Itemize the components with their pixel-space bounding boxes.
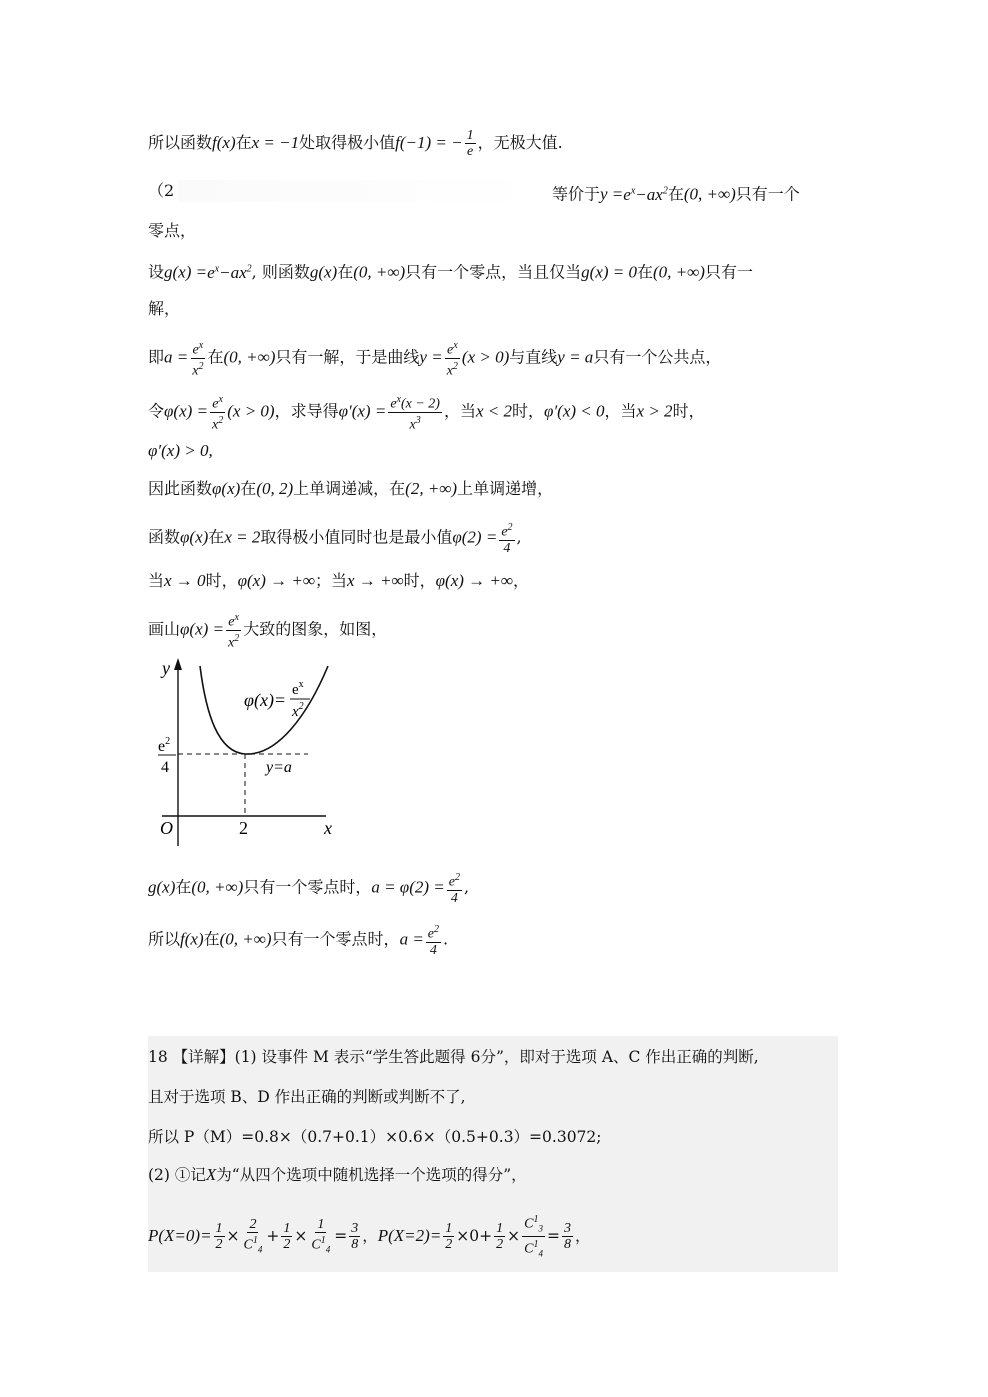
math: φ′(x) > 0, xyxy=(148,441,213,460)
math: x = −1 xyxy=(251,133,300,152)
fraction: $\frac{C^1_3}{C^1_4}$ xyxy=(524,1214,543,1259)
math: φ′(x) = xyxy=(338,401,387,421)
x-axis-label: x xyxy=(324,818,332,838)
math: f(−1) = − xyxy=(395,133,463,152)
text: 大致的图象，如图， xyxy=(243,619,388,639)
text: 在 xyxy=(207,347,224,367)
fraction: $\frac{e^x}{x^2}$ xyxy=(212,394,224,433)
text: ， xyxy=(574,1226,591,1245)
text: （2 xyxy=(148,181,175,200)
fraction: $\frac{1}{2}$ xyxy=(215,1221,223,1253)
text: 令 xyxy=(148,401,165,421)
text: 设 xyxy=(148,262,165,282)
text: × xyxy=(294,1226,308,1245)
math: y = a xyxy=(557,347,594,367)
math: φ′(x) < 0 xyxy=(544,401,605,421)
text: 在 xyxy=(208,527,225,547)
fraction: $\frac{1}{C^1_4}$ xyxy=(311,1216,331,1255)
q18-line-5 xyxy=(148,1212,591,1262)
curve-label: φ(x)= xyxy=(244,690,287,710)
math: (x > 0) xyxy=(461,347,510,367)
text: 只有一个 xyxy=(735,184,800,204)
math: φ(x) xyxy=(180,527,209,547)
text: ， xyxy=(513,571,530,590)
text: 即 xyxy=(148,347,165,367)
line-1 xyxy=(148,128,563,159)
text: × xyxy=(507,1226,521,1245)
line-11 xyxy=(148,570,529,592)
math: g(x) xyxy=(148,877,176,897)
math: (0, +∞) xyxy=(353,262,406,282)
fraction: $\frac{1}{e}$ xyxy=(466,128,474,159)
math: a = xyxy=(399,929,424,949)
text: , xyxy=(463,877,470,897)
text: 在 xyxy=(337,262,354,282)
math: (0, +∞) xyxy=(191,877,244,897)
origin-label: O xyxy=(160,818,173,838)
math: g(x) xyxy=(309,262,338,282)
fraction: $\frac{e^x}{x^2}$ xyxy=(446,340,458,379)
text: 时， xyxy=(512,401,545,421)
text: 在 xyxy=(235,133,252,152)
math: x < 2 xyxy=(476,401,513,421)
y-axis-label: y xyxy=(162,658,170,678)
text: = xyxy=(546,1226,560,1245)
text: , xyxy=(516,527,522,547)
text: 零点， xyxy=(148,221,197,240)
math: $e^x$ xyxy=(207,262,220,282)
math: g(x) = xyxy=(164,262,208,282)
text: 时， xyxy=(205,571,238,590)
text: 处取得极小值 xyxy=(299,133,396,152)
fraction: $\frac{2}{C^1_4}$ xyxy=(243,1216,263,1255)
y-tick-num: $e^2$ xyxy=(158,736,171,755)
fraction: $\frac{e^x}{x^2}$ xyxy=(228,612,240,651)
text: 所以函数 xyxy=(148,133,213,152)
text: , 则函数 xyxy=(251,262,310,282)
text: ，当 xyxy=(443,401,476,421)
math: (0, 2) xyxy=(256,479,294,498)
text: 只有一个零点，当且仅当 xyxy=(405,262,582,282)
text: (2) ①记 xyxy=(148,1166,206,1184)
q18-line-3 xyxy=(148,1126,602,1148)
fraction: $\frac{1}{2}$ xyxy=(283,1221,291,1253)
line-5 xyxy=(148,298,180,320)
text: ， xyxy=(362,1226,378,1245)
math: (0, +∞) xyxy=(223,347,276,367)
fraction: $\frac{3}{8}$ xyxy=(351,1221,359,1253)
line-3 xyxy=(148,220,196,242)
line-13 xyxy=(148,870,469,906)
line-12 xyxy=(148,610,387,650)
line-2b xyxy=(552,180,800,206)
line-4 xyxy=(148,258,753,284)
math: φ(x) → +∞ xyxy=(237,571,315,590)
math: φ(x) = xyxy=(164,401,209,421)
line-6 xyxy=(148,338,721,378)
line-10 xyxy=(148,520,522,556)
text: + xyxy=(266,1226,280,1245)
math: $-ax^2$ xyxy=(219,262,252,282)
curve xyxy=(200,666,328,754)
text: ×0+ xyxy=(456,1226,493,1245)
math: φ(x) → +∞ xyxy=(435,571,513,590)
text: 上单调递减，在 xyxy=(293,479,406,498)
math: g(x) = 0 xyxy=(581,262,637,282)
math: x → +∞ xyxy=(346,571,404,590)
text: 当 xyxy=(148,571,165,590)
fraction: $\frac{1}{2}$ xyxy=(496,1221,504,1253)
math: P(X=2)= xyxy=(377,1225,442,1245)
math: a = φ(2) = xyxy=(371,877,445,897)
q18-line-4 xyxy=(148,1164,527,1186)
line-8 xyxy=(148,440,213,462)
text: 所以 xyxy=(148,929,181,949)
x-tick-label: 2 xyxy=(239,818,248,838)
curve-label-den: $x^2$ xyxy=(292,701,304,720)
q18-line-1 xyxy=(148,1046,759,1068)
redacted-region xyxy=(178,180,538,202)
fraction: $\frac{e^x(x - 2)}{x^3}$ xyxy=(390,394,440,433)
math: φ(x) = xyxy=(180,619,225,639)
y-axis-arrow xyxy=(174,658,182,670)
text: 等价于 xyxy=(552,184,601,204)
text: 与直线 xyxy=(509,347,558,367)
text: ，无极大值. xyxy=(477,133,563,152)
line-14 xyxy=(148,922,448,958)
math: $e^x$ xyxy=(623,184,636,204)
text: ，求导得 xyxy=(274,401,339,421)
math: P(X=0)= xyxy=(148,1225,212,1245)
text: 在 xyxy=(203,929,220,949)
text: 且对于选项 B、D 作出正确的判断或判断不了, xyxy=(148,1088,466,1106)
line-label: y=a xyxy=(266,759,292,776)
fraction: $\frac{3}{8}$ xyxy=(563,1221,571,1253)
text: 函数 xyxy=(148,527,181,547)
line-7 xyxy=(148,392,705,432)
text: 所以 P（M）=0.8×（0.7+0.1）×0.6×（0.5+0.3）=0.3072; xyxy=(148,1128,602,1146)
text: ，当 xyxy=(604,401,637,421)
fraction: $\frac{e^2}{4}$ xyxy=(448,872,460,906)
fraction: $\frac{1}{2}$ xyxy=(445,1221,453,1253)
text: = xyxy=(334,1226,348,1245)
text: . xyxy=(443,929,449,949)
math: a = xyxy=(164,347,189,367)
text: 在 xyxy=(637,262,654,282)
text: 时， xyxy=(403,571,436,590)
text: 上单调递增， xyxy=(457,479,554,498)
text: 只有一解，于是曲线 xyxy=(275,347,420,367)
text: 解， xyxy=(148,299,181,318)
y-tick-den: 4 xyxy=(161,759,169,776)
text: 画山 xyxy=(148,619,181,639)
math: (0, +∞) xyxy=(219,929,272,949)
text: 为“从四个选项中随机选择一个选项的得分”， xyxy=(216,1166,527,1184)
math: y = xyxy=(419,347,443,367)
math: φ(x) xyxy=(212,479,241,498)
text: 只有一个公共点， xyxy=(593,347,722,367)
function-graph xyxy=(148,654,348,854)
math: x = 2 xyxy=(224,527,261,547)
fraction: $\frac{e^2}{4}$ xyxy=(427,924,440,958)
math: f(x) xyxy=(180,929,204,949)
math: (x > 0) xyxy=(227,401,275,421)
text: ；当 xyxy=(314,571,347,590)
text: 只有一 xyxy=(704,262,753,282)
text: 只有一个零点时， xyxy=(243,877,372,897)
line-2a xyxy=(148,180,174,202)
math: $-ax^2$ xyxy=(635,184,668,204)
text: 取得极小值同时也是最小值 xyxy=(260,527,453,547)
math: x → 0 xyxy=(164,571,206,590)
text: 时， xyxy=(672,401,705,421)
text: 只有一个零点时， xyxy=(271,929,400,949)
text: × xyxy=(226,1226,240,1245)
math: X xyxy=(205,1165,217,1184)
math: (0, +∞) xyxy=(653,262,705,282)
math: x > 2 xyxy=(636,401,673,421)
text: 在 xyxy=(240,479,257,498)
text: 在 xyxy=(667,184,684,204)
fraction: $\frac{e^x}{x^2}$ xyxy=(192,340,204,379)
math: y = xyxy=(600,184,624,204)
math: (0, +∞) xyxy=(683,184,736,204)
text: 在 xyxy=(175,877,192,897)
curve-label-num: $e^x$ xyxy=(292,679,304,698)
text: 18 【详解】(1) 设事件 M 表示“学生答此题得 6分”，即对于选项 A、C 作出正确的判断, xyxy=(148,1048,759,1066)
q18-line-2 xyxy=(148,1086,466,1108)
fraction: $\frac{e^2}{4}$ xyxy=(501,522,513,556)
math: f(x) xyxy=(212,133,236,152)
line-9 xyxy=(148,478,553,500)
math: φ(2) = xyxy=(452,527,498,547)
text: 因此函数 xyxy=(148,479,213,498)
math: (2, +∞) xyxy=(405,479,458,498)
